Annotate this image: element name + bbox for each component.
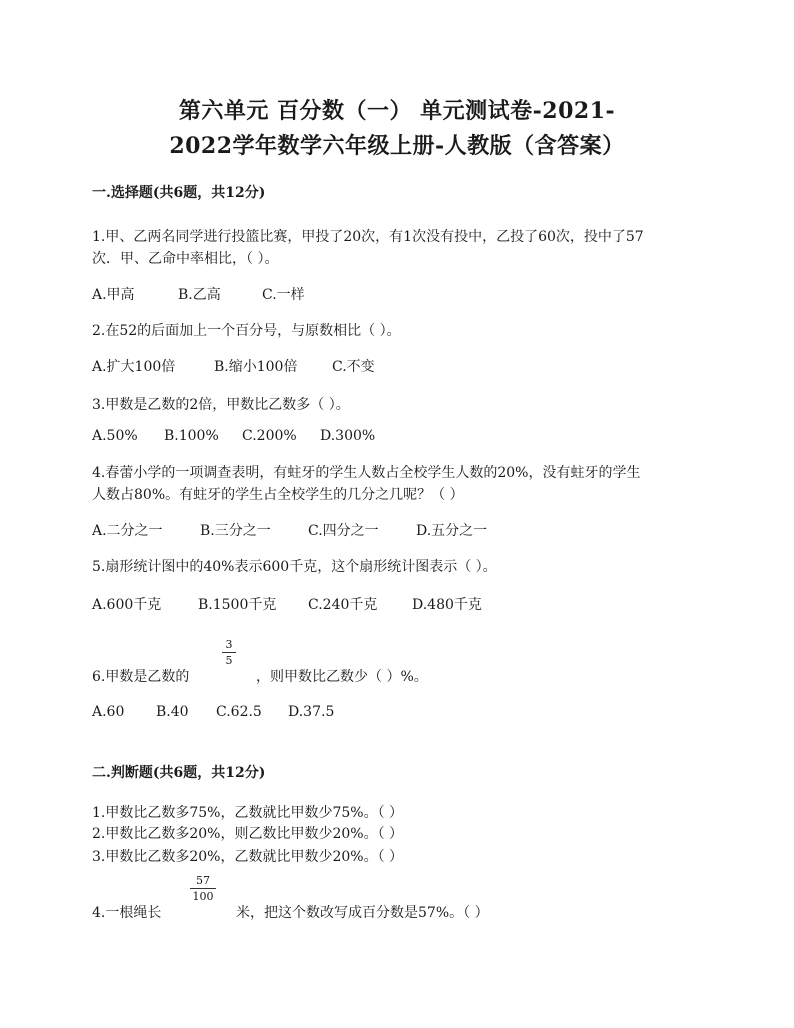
judge-question-2: 2.甲数比乙数多20%，则乙数比甲数少20%。（ ） — [92, 826, 404, 842]
question-5-option-b: B.1500千克 — [198, 597, 277, 613]
question-5-option-c: C.240千克 — [308, 597, 378, 613]
question-6-option-b: B.40 — [156, 704, 189, 720]
question-5-option-d: D.480千克 — [412, 597, 482, 613]
question-1-option-b: B.乙高 — [178, 287, 221, 303]
question-5-option-a: A.600千克 — [92, 597, 162, 613]
question-6-option-a: A.60 — [92, 704, 125, 720]
question-4-option-d: D.五分之一 — [416, 523, 488, 539]
question-5-text: 5.扇形统计图中的40%表示600千克，这个扇形统计图表示（ ）。 — [92, 559, 497, 575]
judge-question-4-fraction-denominator: 100 — [192, 890, 214, 903]
question-3-option-d: D.300% — [320, 428, 376, 444]
question-3-text: 3.甲数是乙数的2倍，甲数比乙数多（ ）。 — [92, 397, 350, 413]
judge-question-4-text-after: 米，把这个数改写成百分数是57%。（ ） — [236, 905, 489, 921]
question-6-fraction-denominator: 5 — [225, 654, 233, 667]
question-6-fraction — [222, 638, 236, 667]
question-6-option-c: C.62.5 — [216, 704, 262, 720]
question-3-option-b: B.100% — [164, 428, 219, 444]
judge-question-4-fraction — [190, 874, 216, 903]
judge-question-4-text-before: 4.一根绳长 — [92, 905, 162, 921]
question-4-line-1: 4.春蕾小学的一项调查表明，有蛀牙的学生人数占全校学生人数的20%，没有蛀牙的学生 — [92, 465, 641, 481]
question-2-text: 2.在52的后面加上一个百分号，与原数相比（ ）。 — [92, 323, 401, 339]
section-1-heading: 一.选择题(共6题，共12分) — [92, 185, 266, 201]
question-1-line-2: 次．甲、乙命中率相比，（ ）。 — [92, 251, 279, 267]
fraction-bar — [222, 652, 236, 653]
question-1-option-c: C.一样 — [262, 287, 305, 303]
question-1-option-a: A.甲高 — [92, 287, 135, 303]
judge-question-1: 1.甲数比乙数多75%，乙数就比甲数少75%。（ ） — [92, 805, 404, 821]
question-3-option-a: A.50% — [92, 428, 138, 444]
judge-question-4-fraction-numerator: 57 — [196, 874, 210, 887]
document-title-line-2: 2022学年数学六年级上册-人教版（含答案） — [169, 133, 625, 159]
document-title-line-1: 第六单元 百分数（一） 单元测试卷-2021- — [178, 98, 616, 124]
question-4-option-c: C.四分之一 — [308, 523, 379, 539]
question-4-option-a: A.二分之一 — [92, 523, 163, 539]
question-1-line-1: 1.甲、乙两名同学进行投篮比赛，甲投了20次，有1次没有投中，乙投了60次，投中了57 — [92, 229, 644, 245]
question-2-option-c: C.不变 — [332, 359, 375, 375]
question-6-fraction-numerator: 3 — [225, 638, 233, 651]
fraction-bar — [190, 888, 216, 889]
question-2-option-b: B.缩小100倍 — [214, 359, 298, 375]
question-4-option-b: B.三分之一 — [200, 523, 271, 539]
question-3-option-c: C.200% — [242, 428, 297, 444]
question-2-option-a: A.扩大100倍 — [92, 359, 176, 375]
question-4-line-2: 人数占80%。有蛀牙的学生占全校学生的几分之几呢？（ ） — [92, 487, 464, 503]
question-6-option-d: D.37.5 — [288, 704, 335, 720]
judge-question-3: 3.甲数比乙数多20%，乙数就比甲数少20%。（ ） — [92, 849, 404, 865]
section-2-heading: 二.判断题(共6题，共12分) — [92, 765, 266, 781]
question-6-text-before: 6.甲数是乙数的 — [92, 669, 190, 685]
question-6-text-after: ，则甲数比乙数少（ ）%。 — [256, 669, 428, 685]
